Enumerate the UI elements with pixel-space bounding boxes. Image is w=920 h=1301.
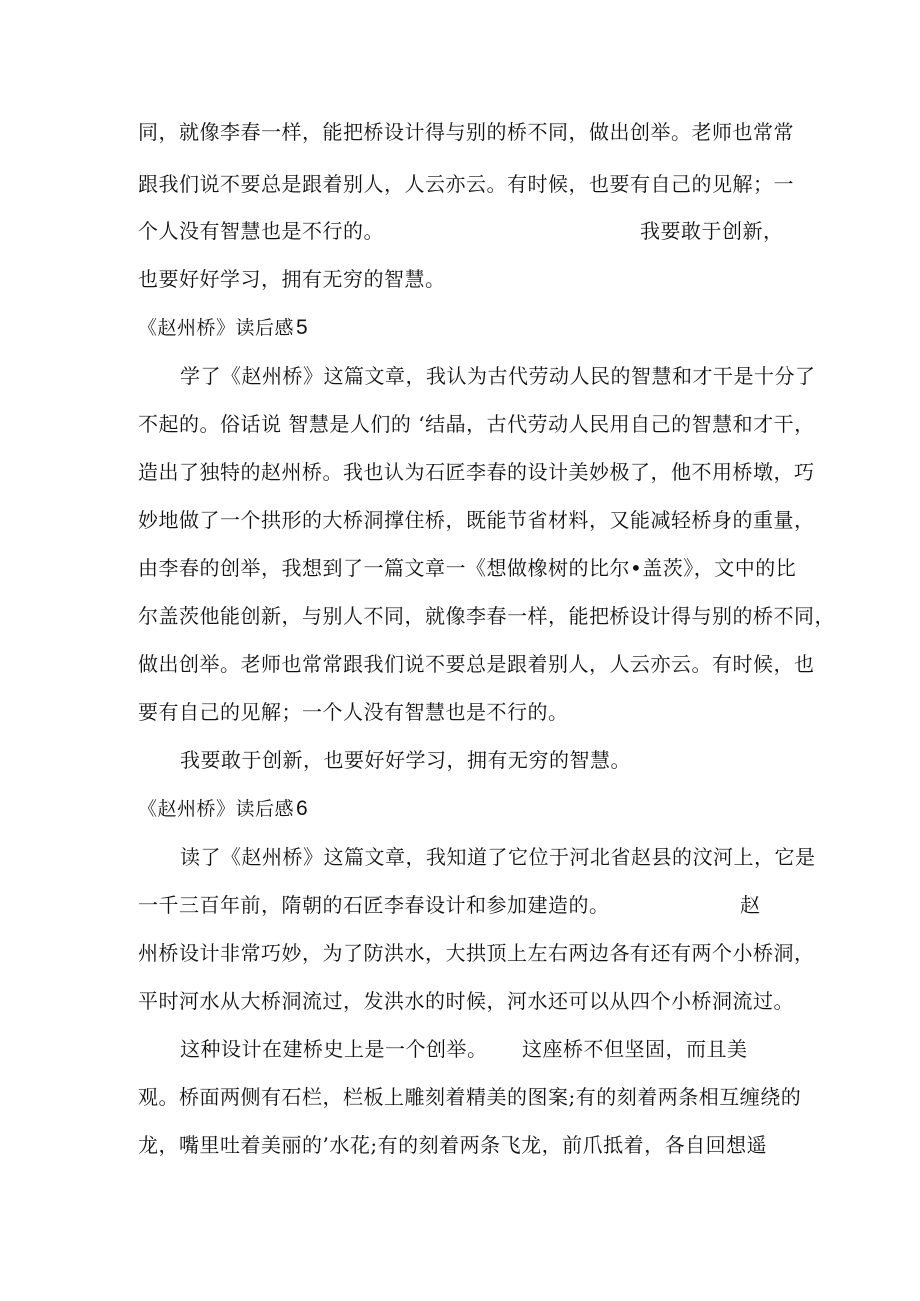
section-heading-5 [138, 314, 308, 342]
text-line: 读了《赵州桥》这篇文章，我知道了它位于河北省赵县的汶河上，它是 [180, 845, 816, 869]
section-heading-6 [138, 795, 308, 823]
text-line: 我要敢于创新，也要好好学习，拥有无穷的智慧。 [180, 748, 631, 772]
text-line: 妙地做了一个拱形的大桥洞撑住桥，既能节省材料，又能减轻桥身的重量， [138, 508, 815, 532]
text-line: 由李春的创举，我想到了一篇文章一《想做橡树的比尔•盖茨》，文中的比 [138, 556, 797, 580]
text-line: 一千三百年前，隋朝的石匠李春设计和参加建造的。 [138, 893, 610, 917]
text-line: 要有自己的见解；一个人没有智慧也是不行的。 [138, 700, 569, 724]
text-line: 这种设计在建桥史上是一个创举。 [180, 1037, 488, 1061]
text-line: 观。桥面两侧有石栏，栏板上雕刻着精美的图案;有的刻着两条相互缠绕的 [138, 1085, 802, 1109]
text-line: 做出创举。老师也常常跟我们说不要总是跟着别人，人云亦云。有时候，也 [138, 652, 815, 676]
text-line: 我要敢于创新， [640, 219, 784, 243]
heading-text: 《赵州桥》读后感 [138, 798, 295, 820]
heading-number: 6 [296, 797, 309, 820]
text-line: 尔盖茨他能创新，与别人不同，就像李春一样，能把桥设计得与别的桥不同， [138, 604, 835, 628]
text-line: 龙，嘴里吐着美丽的’水花;有的刻着两条飞龙，前爪抵着，各自回想遥 [138, 1133, 768, 1157]
text-line: 造出了独特的赵州桥。我也认为石匠李春的设计美妙极了，他不用桥墩，巧 [138, 460, 815, 484]
text-line: 平时河水从大桥洞流过，发洪水的时候，河水还可以从四个小桥洞流过。 [138, 989, 794, 1013]
text-line: 同，就像李春一样，能把桥设计得与别的桥不同，做出创举。老师也常常 [138, 120, 794, 144]
text-line: 不起的。俗话说 智慧是人们的 ‘结晶，古代劳动人民用自己的智慧和才干， [138, 412, 815, 436]
text-line: 个人没有智慧也是不行的。 [138, 219, 384, 243]
text-line: 也要好好学习，拥有无穷的智慧。 [138, 267, 446, 291]
text-line: 跟我们说不要总是跟着别人，人云亦云。有时候，也要有自己的见解；一 [138, 172, 794, 196]
text-line: 赵 [740, 893, 761, 917]
text-line: 州桥设计非常巧妙，为了防洪水，大拱顶上左右两边各有还有两个小桥洞， [138, 941, 815, 965]
heading-text: 《赵州桥》读后感 [138, 317, 295, 339]
text-line: 学了《赵州桥》这篇文章，我认为古代劳动人民的智慧和才干是十分了 [180, 364, 816, 388]
text-line: 这座桥不但坚固，而且美 [522, 1037, 748, 1061]
heading-number: 5 [296, 316, 309, 339]
